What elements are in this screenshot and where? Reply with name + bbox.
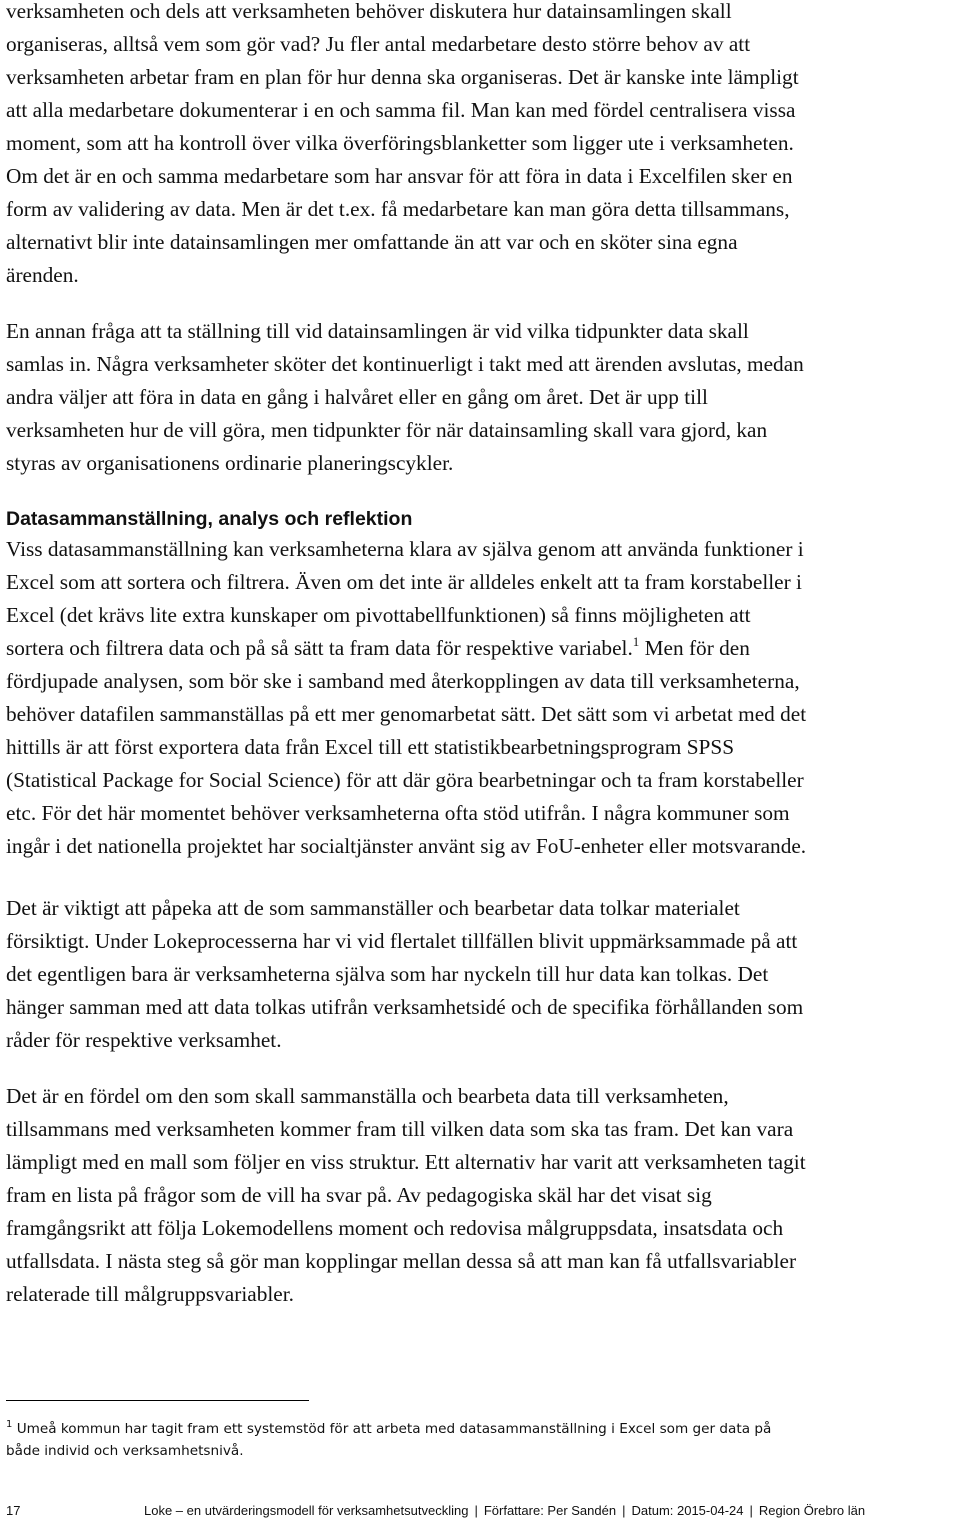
page-footer (6, 1502, 958, 1520)
body-paragraph: verksamheten och dels att verksamheten behöver diskutera hur datainsamlingen skall organiseras, alltså vem som gör vad? Ju fler antal medarbetare desto större behov av att verksamheten arbetar fram en plan för hur denna ska organiseras. Det är kanske inte lämpligt att alla medarbetare dokumenterar i en och samma fil. Man kan med fördel centralisera vissa moment, som att ha kontroll över vilka överföringsblanketter som ligger ute i verksamheten. Om det är en och samma medarbetare som har ansvar för att föra in data i Excelfilen sker en form av validering av data. Men är det t.ex. få medarbetare kan man göra detta tillsammans, alternativt blir inte datainsamlingen mer omfattande än att var och en sköter sina egna ärenden. (6, 0, 799, 287)
footer-separator: | (474, 1503, 478, 1518)
footer-date: Datum: 2015-04-24 (631, 1503, 744, 1518)
body-paragraph (6, 533, 806, 863)
footer-separator: | (749, 1503, 753, 1518)
footer-organization: Region Örebro län (758, 1503, 866, 1518)
page-number: 17 (6, 1503, 21, 1518)
footnote-divider (6, 1400, 309, 1401)
footnote (6, 1418, 771, 1462)
footnote-number: 1 (6, 1419, 13, 1430)
body-paragraph: En annan fråga att ta ställning till vid datainsamlingen är vid vilka tidpunkter data skall samlas in. Några verksamheter sköter det kontinuerligt i takt med att ärenden avslutas, medan andra väljer att föra in data en gång i halvåret eller en gång om året. Det är upp till verksamheten hur de vill göra, men tidpunkter för när datainsamling skall vara gjord, kan styras av organisationens ordinarie planeringscykler. (6, 319, 804, 475)
footer-title: Loke – en utvärderingsmodell för verksamhetsutveckling (144, 1503, 469, 1518)
footnote-text: Umeå kommun har tagit fram ett systemstöd för att arbeta med datasammanställning i Excel som ger data på både individ och verksamhetsnivå. (6, 1421, 772, 1459)
paragraph-text: Men för den fördjupade analysen, som bör ske i samband med återkopplingen av data till verksamheterna, behöver datafilen sammanställas på ett mer genomarbetat sätt. Det sätt som vi arbetat med det hittills är att först exportera data från Excel till ett statistikbearbetningsprogram SPSS (Statistical Package for Social Science) för att där göra bearbetningar och ta fram korstabeller etc. För det här momentet behöver verksamheterna ofta stöd utifrån. I några kommuner som ingår i det nationella projektet har socialtjänster använt sig av FoU-enheter eller motsvarande. (6, 636, 807, 858)
footer-separator: | (622, 1503, 626, 1518)
body-paragraph: Det är en fördel om den som skall sammanställa och bearbeta data till verksamheten, tillsammans med verksamheten kommer fram till vilken data som ska tas fram. Det kan vara lämpligt med en mall som följer en viss struktur. Ett alternativ har varit att verksamheten tagit fram en lista på frågor som de vill ha svar på. Av pedagogiska skäl har det visat sig framgångsrikt att följa Lokemodellens moment och redovisa målgruppsdata, insatsdata och utfallsdata. I nästa steg så gör man kopplingar mellan dessa så att man kan få utfallsvariabler relaterade till målgruppsvariabler. (6, 1084, 806, 1306)
section-heading: Datasammanställning, analys och reflektion (6, 508, 413, 530)
footnote-reference[interactable]: 1 (632, 634, 640, 649)
paragraph-text: Viss datasammanställning kan verksamheterna klara av själva genom att använda funktioner i Excel som att sortera och filtrera. Även om det inte är alldeles enkelt att ta fram korstabeller i Excel (det krävs lite extra kunskaper om pivottabellfunktionen) så finns möjligheten att sortera och filtrera data och på så sätt ta fram data för respektive variabel. (6, 537, 804, 660)
body-paragraph: Det är viktigt att påpeka att de som sammanställer och bearbetar data tolkar materialet försiktigt. Under Lokeprocesserna har vi vid flertalet tillfällen blivit uppmärksammade på att det egentligen bara är verksamheterna själva som har nyckeln till hur data kan tolkas. Det hänger samman med att data tolkas utifrån verksamhetsidé och de specifika förhållanden som råder för respektive verksamhet. (6, 896, 804, 1052)
footer-author: Författare: Per Sandén (483, 1503, 617, 1518)
